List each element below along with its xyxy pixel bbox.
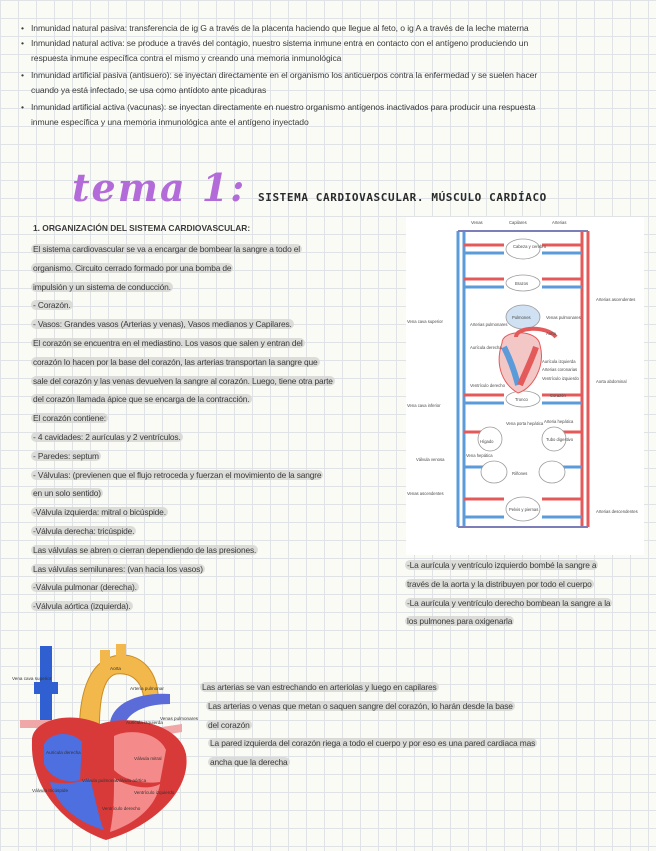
bullet-text: Inmunidad natural activa: se produce a través del contagio, nuestro sistema inmune entra en contacto con el antígeno produciendo un bbox=[31, 38, 529, 48]
label-capilares: Capilares bbox=[509, 220, 527, 225]
bullet-text: Inmunidad artificial pasiva (antisuero): se inyectan directamente en el organismo los anticuerpos contra la enfermedad y se suelen hacer bbox=[31, 70, 538, 80]
label-aorta: Aorta bbox=[546, 331, 557, 336]
bullet-text: Inmunidad natural pasiva: transferencia de ig G a través de la placenta haciendo que llegue al feto, o ig A a través de la leche materna bbox=[31, 23, 529, 33]
label-trunk: Tronco bbox=[515, 397, 528, 402]
label-portal-vein: Vena porta hepática bbox=[506, 421, 544, 426]
text-line: Las válvulas semilunares: (van hacia los vasos) bbox=[33, 563, 203, 574]
label-right-atrium: Aurícula derecha bbox=[470, 345, 502, 350]
section-heading: 1. ORGANIZACIÓN DEL SISTEMA CARDIOVASCULAR: bbox=[33, 223, 251, 233]
list-item bbox=[31, 115, 646, 130]
label-aorta: Aorta bbox=[110, 666, 121, 671]
label-liver: Hígado bbox=[480, 439, 494, 444]
label-abdominal-aorta: Aorta abdominal bbox=[596, 379, 627, 384]
text-line: Las arterias o venas que metan o saquen sangre del corazón, lo harán desde la base bbox=[208, 700, 513, 711]
label-pulmonary-valve: Válvula pulmonar bbox=[82, 778, 118, 783]
label-pulmonary-artery: Arteria pulmonar bbox=[130, 686, 164, 691]
label-kidneys: Riñones bbox=[512, 471, 528, 476]
label-arms: Brazos bbox=[515, 281, 529, 286]
organ-kidney-left bbox=[481, 461, 507, 483]
text-line: - Corazón. bbox=[33, 300, 71, 311]
label-ascending-arteries: Arterias ascendentes bbox=[596, 297, 636, 302]
label-head: Cabeza y cerebro bbox=[513, 244, 547, 249]
text-line: El corazón contiene: bbox=[33, 413, 106, 424]
list-item: • Inmunidad natural pasiva: transferencia de ig G a través de la placenta haciendo que llegue al feto, o ig A a través de la leche materna bbox=[21, 23, 529, 33]
list-item: • Inmunidad artificial activa (vacunas): se inyectan directamente en nuestro organismo antígenos inactivados para producir una respuesta bbox=[21, 102, 536, 112]
list-item bbox=[31, 83, 646, 100]
text-line: - Paredes: septum bbox=[33, 450, 99, 461]
text-line: La pared izquierda del corazón riega a todo el cuerpo y por eso es una pared cardiaca mas bbox=[210, 738, 536, 749]
text-line: -Válvula derecha: tricúspide. bbox=[33, 525, 135, 536]
label-right-ventricle: Ventrículo derecho bbox=[102, 806, 141, 811]
label-left-atrium: Aurícula izquierda bbox=[542, 359, 576, 364]
tema-title: tema 1: bbox=[72, 165, 247, 210]
label-pulmonary-veins: Venas pulmonares bbox=[160, 716, 199, 721]
text-line: del corazón llamada ápice que se encarga de la contracción. bbox=[33, 394, 250, 405]
right-text-block bbox=[405, 556, 655, 631]
label-tricuspid-valve: Válvula tricúspide bbox=[32, 788, 69, 793]
text-line: los pulmones para oxigenarla bbox=[407, 616, 513, 627]
text-line: sale del corazón y las venas devuelven la sangre al corazón. Luego, tiene otra parte bbox=[33, 375, 333, 386]
label-left-atrium: Aurícula izquierda bbox=[126, 720, 163, 725]
label-vena-cava-superior: Vena cava superior bbox=[12, 676, 52, 681]
list-item: • Inmunidad artificial pasiva (antisuero): se inyectan directamente en el organismo los anticuerpos contra la enfermedad y se suelen hacer bbox=[21, 70, 538, 80]
page-subtitle: SISTEMA CARDIOVASCULAR. MÚSCULO CARDÍACO bbox=[258, 191, 547, 204]
text-line: El sistema cardiovascular se va a encargar de bombear la sangre a todo el bbox=[33, 244, 300, 254]
label-mitral-valve: Válvula mitral bbox=[134, 756, 162, 761]
label-left-ventricle: Ventrículo izquierdo bbox=[134, 790, 175, 795]
label-venous-valve: Válvula venosa bbox=[416, 457, 445, 462]
label-pulm-arteries: Arterias pulmonares bbox=[470, 322, 508, 327]
bullet-text: cuando ya está infectado, se usa como antídoto ante picaduras bbox=[31, 85, 267, 95]
heart-illustration bbox=[10, 632, 200, 846]
bullet-text: Inmunidad artificial activa (vacunas): se inyectan directamente en nuestro organismo antígenos inactivados para producir una respuesta bbox=[31, 102, 536, 112]
circulatory-svg bbox=[406, 217, 644, 555]
bottom-text-block bbox=[200, 678, 650, 772]
label-hepatic-artery: Arteria hepática bbox=[544, 419, 574, 424]
label-lungs: Pulmones bbox=[512, 315, 531, 320]
text-line: corazón lo hacen por la base del corazón, las arterias transportan la sangre que bbox=[33, 356, 318, 367]
organ-head bbox=[506, 239, 540, 259]
text-line: - 4 cavidades: 2 aurículas y 2 ventrículos. bbox=[33, 431, 181, 442]
bullet-text: respuesta inmune específica contra el mismo y creando una memoria inmunológica bbox=[31, 53, 342, 63]
list-item: • Inmunidad natural activa: se produce a través del contagio, nuestro sistema inmune entra en contacto con el antígeno produciendo un bbox=[21, 38, 529, 48]
text-line: -Válvula pulmonar (derecha). bbox=[33, 582, 137, 593]
label-hepatic-vein: Vena hepática bbox=[466, 453, 493, 458]
circulatory-system-diagram bbox=[406, 217, 644, 555]
label-heart: Corazón bbox=[550, 393, 566, 398]
text-line: - Vasos: Grandes vasos (Arterias y venas), Vasos medianos y Capilares. bbox=[33, 319, 292, 330]
text-line: - Válvulas: (previenen que el flujo retroceda y fuerzan el movimiento de la sangre bbox=[33, 469, 322, 480]
text-line: del corazón bbox=[208, 719, 250, 730]
list-item bbox=[31, 51, 646, 68]
text-line: -La aurícula y ventrículo derecho bombean la sangre a la bbox=[407, 597, 611, 608]
text-line: -Válvula izquierda: mitral o bicúspide. bbox=[33, 507, 166, 518]
text-line: en un solo sentido) bbox=[33, 488, 101, 499]
label-pulm-veins: Venas pulmonares bbox=[546, 315, 581, 320]
label-left-ventricle: Ventrículo izquierdo bbox=[542, 376, 579, 381]
label-venas: Venas bbox=[471, 220, 483, 225]
label-right-ventricle: Ventrículo derecho bbox=[470, 383, 505, 388]
text-line: -La aurícula y ventrículo izquierdo bombé la sangre a bbox=[407, 560, 597, 570]
label-arterias: Arterias bbox=[552, 220, 567, 225]
label-right-atrium: Aurícula derecha bbox=[46, 750, 81, 755]
label-digestive: Tubo digestivo bbox=[546, 437, 574, 442]
cardio-text-block bbox=[31, 240, 396, 616]
immunity-bullet-list bbox=[21, 21, 646, 130]
text-line: -Válvula aórtica (izquierda). bbox=[33, 601, 131, 612]
label-descending-arteries: Arterias descendentes bbox=[596, 509, 638, 514]
label-ascending-veins: Venas ascendentes bbox=[407, 491, 444, 496]
text-line: ancha que la derecha bbox=[210, 757, 288, 768]
text-line: Las arterias se van estrechando en arteriolas y luego en capilares bbox=[202, 682, 437, 692]
bullet-text: inmune específica y una memoria inmunológica ante el antígeno inyectado bbox=[31, 117, 309, 127]
text-line: Las válvulas se abren o cierran dependiendo de las presiones. bbox=[33, 544, 257, 555]
label-aortic-valve: Válvula aórtica bbox=[116, 778, 147, 783]
organ-kidney-right bbox=[539, 461, 565, 483]
text-line: organismo. Circuito cerrado formado por una bomba de bbox=[33, 262, 232, 273]
text-line: El corazón se encuentra en el mediastino. Los vasos que salen y entran del bbox=[33, 337, 303, 348]
text-line: través de la aorta y la distribuyen por todo el cuerpo bbox=[407, 578, 592, 589]
label-vena-cava-sup: Vena cava superior bbox=[407, 319, 443, 324]
label-pelvis: Pelvis y piernas bbox=[509, 507, 539, 512]
text-line: impulsión y un sistema de conducción. bbox=[33, 281, 171, 292]
label-coronary: Arterias coronarias bbox=[542, 367, 578, 372]
label-vena-cava-inf: Vena cava inferior bbox=[407, 403, 441, 408]
heart-svg bbox=[10, 632, 200, 846]
